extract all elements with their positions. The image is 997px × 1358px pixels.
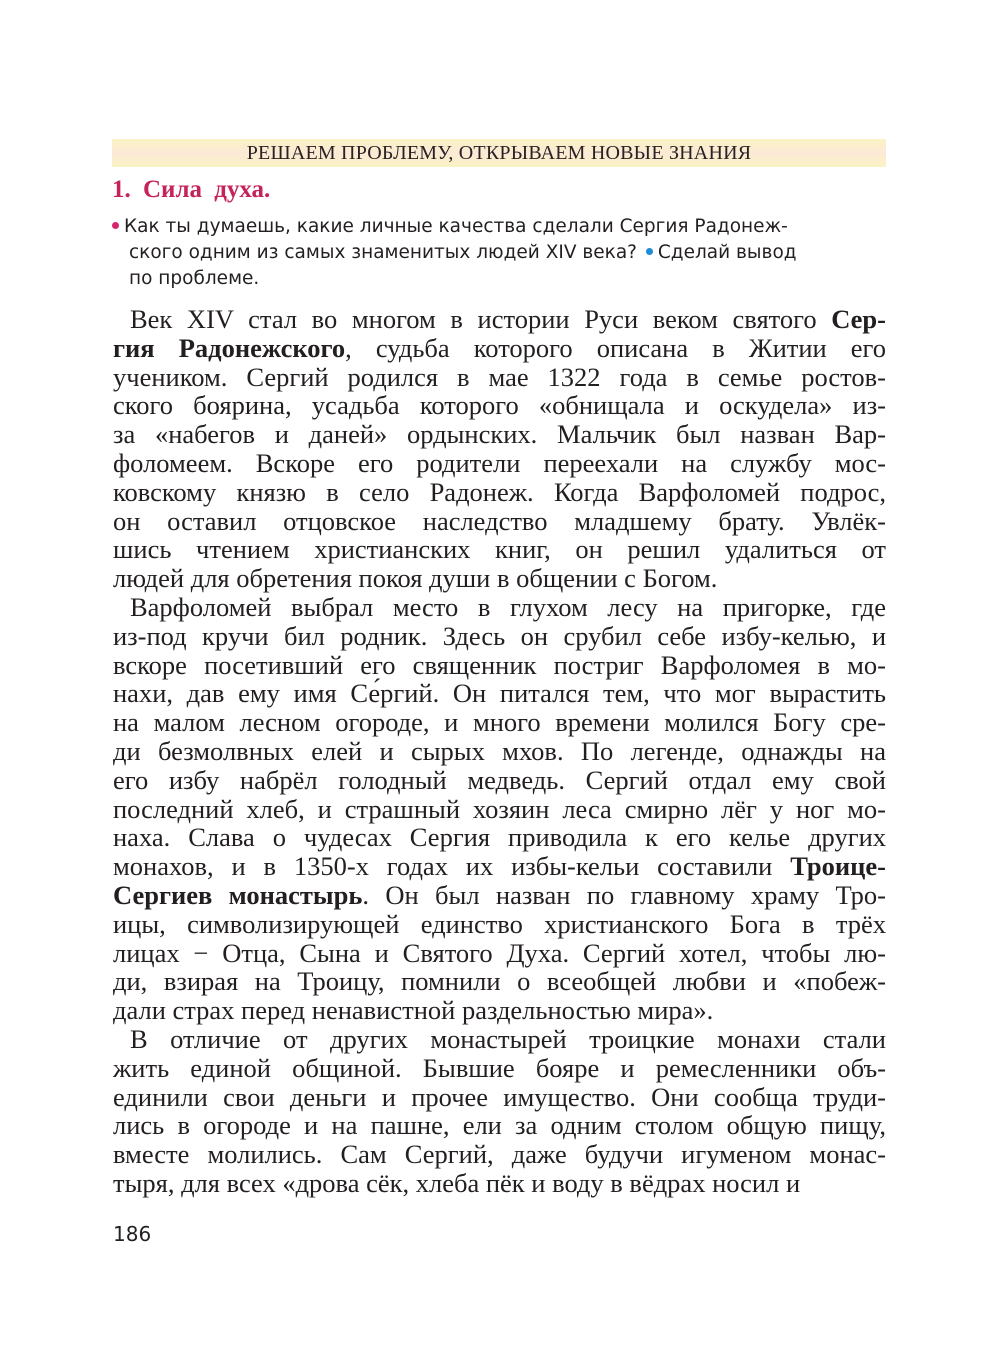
text-segment: тыря, для всех «дрова сёк, хлеба пёк и воду в вёдрах носил и — [113, 1167, 801, 1198]
text-line — [113, 1169, 886, 1198]
bold-term: Троице- — [790, 851, 886, 882]
text-line — [113, 679, 886, 708]
text-segment: единили свои деньги и прочее имущество. Они сообща труди- — [113, 1081, 886, 1112]
paragraph — [113, 305, 886, 593]
text-line — [113, 967, 886, 996]
main-text — [113, 305, 886, 1198]
text-segment: дали страх перед ненавистной раздельностью мира». — [113, 995, 714, 1026]
text-segment: его избу набрёл голодный медведь. Сергий отдал ему свой — [113, 764, 886, 795]
text-line — [113, 1111, 886, 1140]
text-line — [113, 852, 886, 881]
text-line — [113, 1054, 886, 1083]
red-bullet-icon — [112, 222, 119, 229]
text-segment: лицах − Отца, Сына и Святого Духа. Сергий хотел, чтобы лю- — [113, 937, 886, 968]
text-segment: , судьба которого описана в Житии его — [345, 332, 887, 363]
text-segment: . Он был назван по главному храму Тро- — [362, 879, 886, 910]
text-line — [113, 939, 886, 968]
question-line — [112, 240, 887, 266]
text-line — [113, 1025, 886, 1054]
text-line — [113, 593, 886, 622]
bold-term: Сер- — [831, 304, 886, 334]
text-line — [113, 766, 886, 795]
text-segment: ди безмолвных елей и сырых мхов. По легенде, однажды на — [113, 735, 886, 766]
text-line — [113, 737, 886, 766]
text-line — [113, 622, 886, 651]
text-line — [113, 910, 886, 939]
text-segment: монахов, и в 1350-х годах их избы-кельи составили — [113, 851, 791, 882]
text-segment: В отличие от других монастырей троицкие монахи стали — [130, 1023, 886, 1054]
text-segment: лись в огороде и на пашне, ели за одним столом общую пищу, — [113, 1110, 886, 1141]
questions-block — [112, 214, 887, 292]
text-segment: ковскому князю в село Радонеж. Когда Варфоломей подрос, — [113, 476, 886, 507]
text-line — [113, 651, 886, 680]
text-segment: на малом лесном огороде, и много времени молился Богу сре- — [113, 707, 886, 738]
question-text: Как ты думаешь, какие личные качества сделали Сергия Радонеж- — [124, 216, 788, 237]
text-segment: учеником. Сергий родился в мае 1322 года в семье ростов- — [113, 361, 886, 392]
text-segment: вскоре посетивший его священник постриг Варфоломея в мо- — [113, 649, 886, 680]
text-line — [113, 708, 886, 737]
text-segment: наха. Слава о чудесах Сергия приводила к его келье других — [113, 822, 886, 853]
text-line — [113, 391, 886, 420]
blue-bullet-icon — [646, 248, 653, 255]
bold-term: гия Радонежского — [113, 332, 346, 363]
text-line — [113, 334, 886, 363]
text-line — [113, 996, 886, 1025]
text-segment: ицы, символизирующей единство христианского Бога в трёх — [113, 908, 886, 939]
question-text: ского одним из самых знаменитых людей XIV века? — [129, 242, 637, 263]
text-segment: нахи, дав ему имя Се́ргий. Он питался тем, что мог вырастить — [113, 678, 886, 709]
text-segment: людей для обретения покоя души в общении с Богом. — [113, 563, 718, 594]
text-line — [113, 823, 886, 852]
text-line — [113, 564, 886, 593]
text-segment: Варфоломей выбрал место в глухом лесу на пригорке, где — [130, 591, 886, 622]
bold-term: Сергиев монастырь — [113, 879, 363, 910]
text-line — [113, 795, 886, 824]
text-line — [113, 449, 886, 478]
text-line — [113, 1140, 886, 1169]
text-line — [113, 1083, 886, 1112]
section-heading: 1. Сила духа. — [112, 176, 271, 203]
text-line — [113, 535, 886, 564]
task-text: по проблеме. — [129, 268, 260, 289]
question-line — [112, 266, 887, 292]
text-line — [113, 507, 886, 536]
text-line — [113, 363, 886, 392]
text-segment: из-под кручи бил родник. Здесь он срубил себе избу-келью, и — [113, 620, 886, 651]
paragraph — [113, 1025, 886, 1198]
text-segment: фоломеем. Вскоре его родители переехали на службу мос- — [113, 447, 886, 478]
text-line — [113, 881, 886, 910]
text-line — [113, 305, 886, 334]
paragraph — [113, 593, 886, 1025]
text-segment: вместе молились. Сам Сергий, даже будучи игуменом монас- — [113, 1139, 886, 1170]
task-text: Сделай вывод — [657, 242, 797, 263]
text-segment: последний хлеб, и страшный хозяин леса смирно лёг у ног мо- — [113, 793, 886, 824]
text-segment: за «набегов и даней» ордынских. Мальчик был назван Вар- — [113, 419, 886, 450]
section-banner: РЕШАЕМ ПРОБЛЕМУ, ОТКРЫВАЕМ НОВЫЕ ЗНАНИЯ — [112, 139, 886, 167]
text-line — [113, 478, 886, 507]
text-line — [113, 420, 886, 449]
question-line — [112, 214, 887, 240]
page-number: 186 — [113, 1222, 152, 1246]
text-segment: шись чтением христианских книг, он решил удалиться от — [113, 534, 886, 565]
text-segment: он оставил отцовское наследство младшему брату. Увлёк- — [113, 505, 886, 536]
text-segment: ского боярина, усадьба которого «обнищала и оскудела» из- — [113, 390, 886, 421]
text-segment: Век XIV стал во многом в истории Руси веком святого — [130, 304, 832, 334]
text-segment: жить единой общиной. Бывшие бояре и ремесленники объ- — [113, 1052, 886, 1083]
text-segment: ди, взирая на Троицу, помнили о всеобщей любви и «побеж- — [113, 966, 886, 997]
